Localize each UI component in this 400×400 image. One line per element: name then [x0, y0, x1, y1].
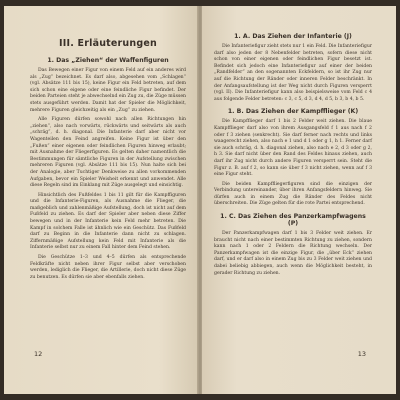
- paragraph: Der Panzerkampfwagen darf 1 bis 3 Felder weit ziehen. Er braucht nicht nach einer bestimmten Richtung zu ziehen, sondern kann nach 1 oder 2 Feldern die Richtung wechseln. Der Panzerkampfwagen ist die einzige Figur, die „über Eck“ ziehen darf, und er darf also in einem Zug bis zu 3 Felder weit ziehen und dabei beliebig abbiegen, auch wenn die Möglichkeit besteht, in gerader Richtung zu ziehen.: [214, 231, 372, 276]
- paragraph: Die Infanteriefigur zieht stets nur 1 ein Feld. Die Infanteriefigur darf also jeden der 8 Nebenfelder betreten, sofern diese nicht schon von einer eigenen oder feindlichen Figur besetzt ist. Befindet sich jedoch eine Infanteriefigur auf einer der beiden „Randfelder“ an den sogenannten Eckfeldern, so ist ihr Zug nur auf die Richtung der Ränder oder inneren Felder beschränkt. In der Anfangsaufstellung ist der Weg nicht durch Figuren versperrt (vgl. II). Die Infanteriefigur kann also beispielsweise vom Feld c 4 aus folgende Felder betreten: c 3, c 5, d 3, d 4, d 5, b 3, b 4, b 5.: [214, 44, 372, 102]
- right-page: [202, 6, 396, 394]
- paragraph: Alle Figuren dürfen sowohl nach allen Richtungen hin „ziehen“, also nach vorwärts, rückwärts und seitwärts als auch „schräg“, d. h. diagonal. Die Infanterie darf aber nicht vor Wagenteilen den Feind angreifen. Keine Figur ist über den „Fußen“ einer eigenen oder feindlichen Figuren hinweg erlaubt; mit Ausnahme der Fliegerfiguren. Es gelten daher namentlich die Bestimmungen für sämtliche Figuren in der Aufstellung zwischen mehreren Figuren (vgl. Absätze 111 bis 15). Nun halte sich bei der Analogie, aber Tuchtiger Denkweise zu allen vorkommenden Aufgaben, bevor ein Spieler Weisheit erkennt und anwendet. Alle diese Regeln sind im Einklang mit Züge ausgelegt und einsichtig.: [30, 117, 186, 189]
- chapter-title: III. Erläuterungen: [59, 38, 157, 49]
- left-page: [4, 6, 198, 394]
- paragraph: Die Kampfflieger darf 1 bis 2 Felder weit ziehen. Die blaue Kampfflieger darf also von ihrem Ausgangsfeld f 1 aus nach f 2 oder f 3 ziehen (senkrecht). Sie darf ferner nach rechts und links waagerecht ziehen, also nach e 1 und d 1 oder g 1, h 1. Ferner darf sie auch schräg, d. h. diagonal ziehen, also nach e 2, d 3 oder g 2, h 3. Sie darf nicht über den Rand des Feldes hinaus ziehen, auch darf ihr Zug nicht durch andere Figuren versperrt sein. Steht die Figur z. B. auf f 2, so kann sie über f 3 nicht ziehen, wenn auf f 3 eine Figur steht.: [214, 119, 372, 178]
- section-title: 1. B. Das Ziehen der Kampfflieger (K): [227, 108, 359, 116]
- section-title: 1. A. Das Ziehen der Infanterie (J): [234, 33, 352, 40]
- paragraph: Die beiden Kampffliegerfiguren sind die einzigen der Verbindung untereinander, über ihren Anfangsfeldern hinweg. Sie dürfen auch in einem Zug die Ränder des Feldes nicht überschreiten. Die Züge gelten für die rote Partei entsprechend.: [214, 181, 372, 207]
- paragraph: Hinsichtlich des Fußfeldes 1 bis 11 gilt für die Kampffiguren und die Infanterie-Figuren, als Ausnahme die Flieger, die maßgeblich und zahlenmäßige Aufstellung, doch ist nicht auf dem Fußfeld zu ziehen. Es darf der Spieler aber neben diese Ziffer bewegen und in der Infanterie kein Feld mehr betreten. Die Kampf in solchem Falle ist ähnlich wie ein Geschütz. Das Fußfeld darf zu Beginn in die Infanterie dann nicht zu schlagen. Ziffernmäßige Aufstellung kein Feld mit Infanterie als die Infanterie selbst nur zu einem Fall hinter dem Feind stehen.: [30, 192, 186, 251]
- paragraph: Das Bewegen einer Figur von einem Feld auf ein anderes wird als „Zug“ bezeichnet. Es darf also, abgesehen vom „Schlagen“ (vgl. Absätze 111 bis 15), keine Figur ein Feld betreten, auf dem sich schon eine eigene oder eine feindliche Figur befindet. Der beiden Parteien steht je abwechselnd ein Zug zu, die Züge müssen stets ausgeführt werden. Damit hat der Spieler die Möglichkeit, mehrere Figuren gleichzeitig als ein „Zug“ zu ziehen.: [30, 68, 186, 113]
- page-number: 13: [357, 350, 366, 358]
- paragraph: Die Geschütze 1–3 und 4–5 dürfen als entsprechende Feldkräfte nicht neben ihrer Figur selbst aber verschoben werden, lediglich die Flieger, die Artillerie, doch nicht diese Züge zu benutzen. Es dürfen sie aber ebenfalls ziehen.: [30, 255, 186, 280]
- page-number: 12: [34, 350, 43, 358]
- section-title: 1. Das „Ziehen“ der Waffenfiguren: [47, 57, 169, 64]
- section-title: 1. C. Das Ziehen des Panzerkampfwagens (P): [220, 213, 366, 228]
